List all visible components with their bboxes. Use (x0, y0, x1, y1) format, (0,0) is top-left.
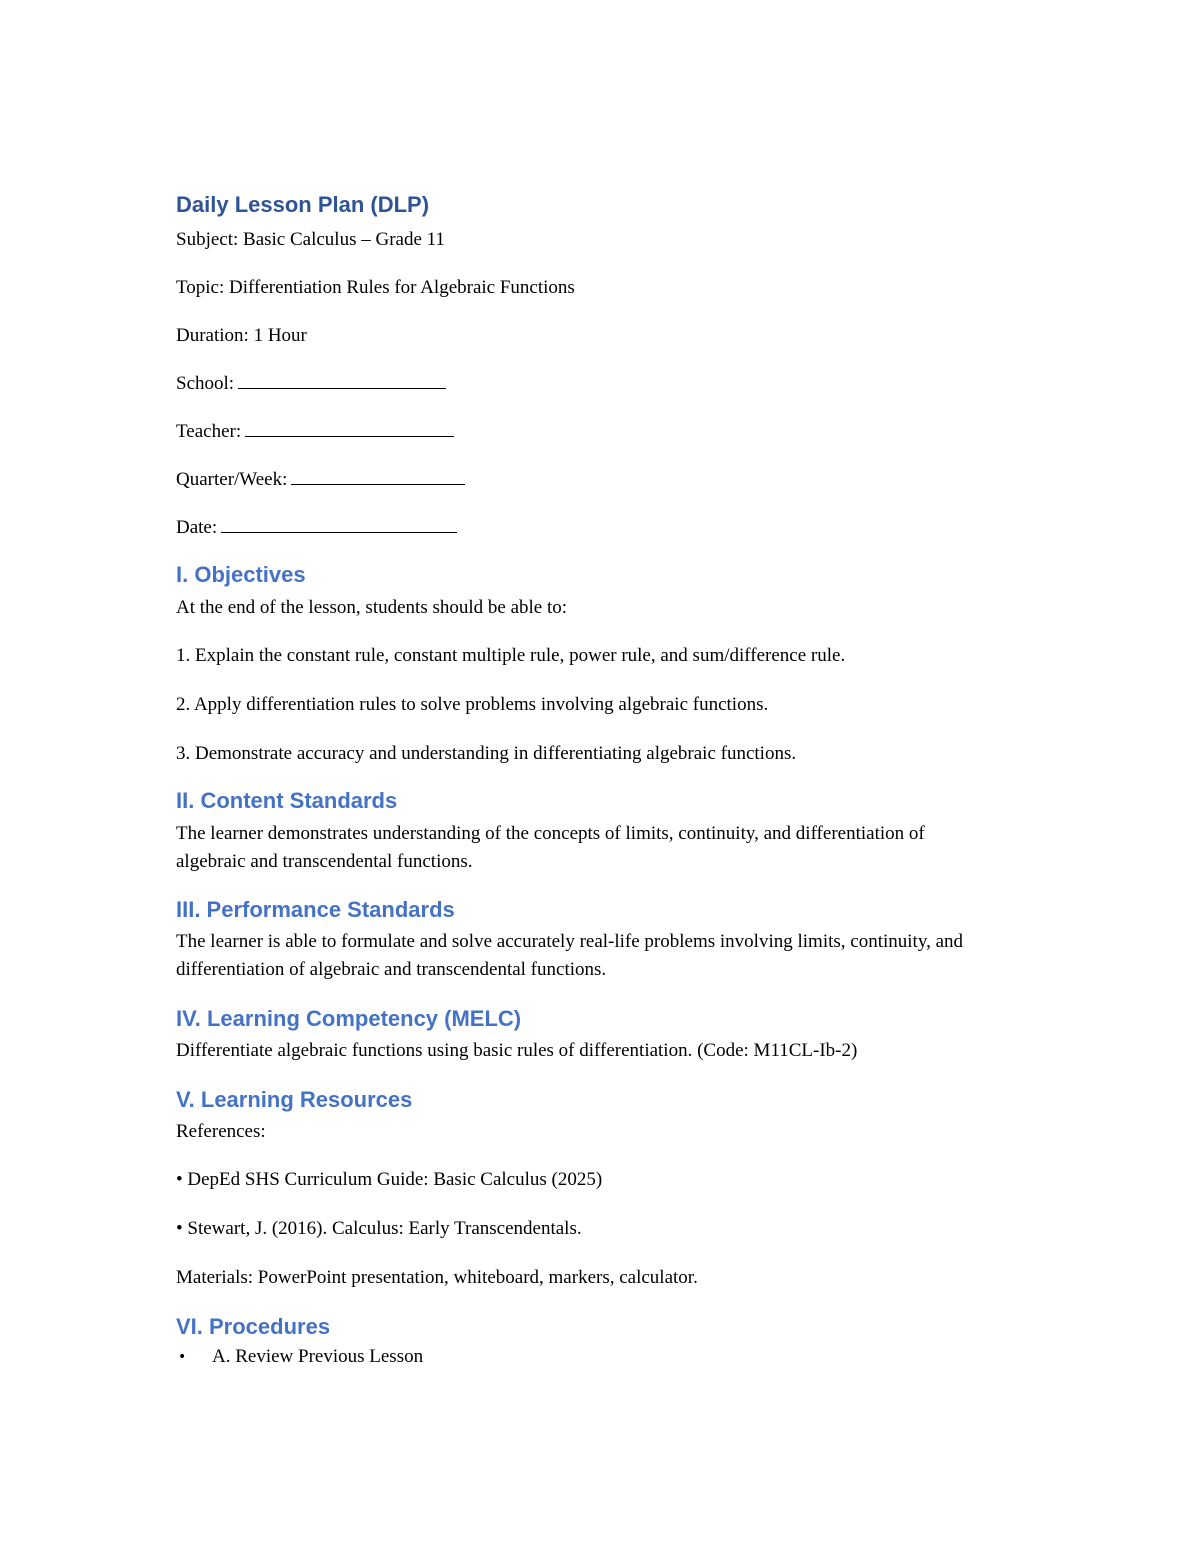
procedure-item (176, 1343, 1036, 1371)
date-field (176, 514, 1036, 542)
quarter-label: Quarter/Week: (176, 469, 288, 490)
quarter-field (176, 466, 1036, 494)
date-blank-line (221, 514, 457, 533)
school-label: School: (176, 373, 235, 394)
learning-resources-heading: V. Learning Resources (176, 1087, 413, 1112)
school-field (176, 370, 1036, 398)
materials-line: Materials: PowerPoint presentation, whiteboard, markers, calculator. (176, 1267, 698, 1288)
content-standards-text: The learner demonstrates understanding of the concepts of limits, continuity, and differentiation of algebraic and transcendental functions. (176, 823, 925, 872)
date-label: Date: (176, 517, 218, 538)
subject-line: Subject: Basic Calculus – Grade 11 (176, 229, 445, 250)
teacher-label: Teacher: (176, 421, 242, 442)
procedure-item-label: A. Review Previous Lesson (212, 1346, 424, 1367)
quarter-blank-line (291, 466, 465, 485)
document-body (176, 190, 1036, 1371)
performance-standards-text: The learner is able to formulate and solve accurately real-life problems involving limits, continuity, and differentiation of algebraic and transcendental functions. (176, 931, 964, 980)
school-blank-line (238, 370, 446, 389)
references-label: References: (176, 1121, 266, 1142)
objectives-heading: I. Objectives (176, 562, 306, 587)
reference-item: • DepEd SHS Curriculum Guide: Basic Calculus (2025) (176, 1169, 603, 1190)
content-standards-heading: II. Content Standards (176, 788, 398, 813)
learning-competency-text: Differentiate algebraic functions using basic rules of differentiation. (Code: M11CL-Ib-2) (176, 1040, 858, 1061)
bullet-icon: • (178, 1349, 187, 1365)
procedures-heading: VI. Procedures (176, 1314, 331, 1339)
objectives-intro: At the end of the lesson, students should be able to: (176, 597, 568, 618)
objective-item: 3. Demonstrate accuracy and understanding in differentiating algebraic functions. (176, 743, 797, 764)
teacher-field (176, 418, 1036, 446)
objective-item: 2. Apply differentiation rules to solve problems involving algebraic functions. (176, 694, 769, 715)
reference-item: • Stewart, J. (2016). Calculus: Early Transcendentals. (176, 1218, 582, 1239)
document-title: Daily Lesson Plan (DLP) (176, 192, 430, 217)
teacher-blank-line (245, 418, 454, 437)
topic-line: Topic: Differentiation Rules for Algebraic Functions (176, 277, 575, 298)
objective-item: 1. Explain the constant rule, constant multiple rule, power rule, and sum/difference rule. (176, 645, 846, 666)
learning-competency-heading: IV. Learning Competency (MELC) (176, 1006, 522, 1031)
performance-standards-heading: III. Performance Standards (176, 897, 455, 922)
duration-line: Duration: 1 Hour (176, 325, 307, 346)
